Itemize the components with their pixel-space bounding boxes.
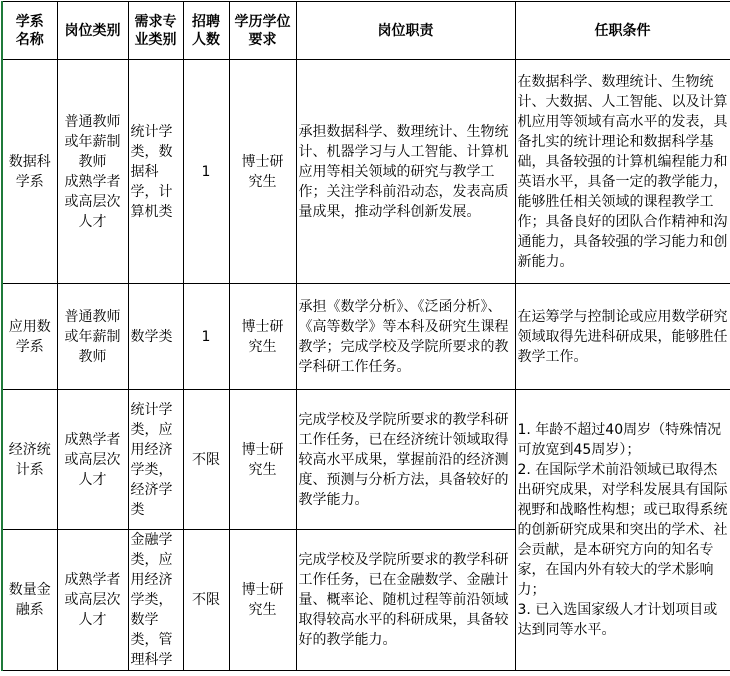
table-row xyxy=(2,60,730,284)
count-cell: 不限 xyxy=(183,390,229,530)
duties-cell: 承担《数学分析》、《泛函分析》、《高等数学》等本科及研究生课程教学；完成学校及学院所要求的教学科研工作任务。 xyxy=(296,284,515,390)
table-row xyxy=(2,284,730,390)
duties-cell: 承担数据科学、数理统计、生物统计、机器学习与人工智能、计算机应用等相关领域的研究与教学工作；关注学科前沿动态，发表高质量成果，推动学科创新发展。 xyxy=(296,60,515,284)
category-cell: 普通教师 或年薪制 教师 成熟学者 或高层次 人才 xyxy=(57,60,128,284)
count-cell: 不限 xyxy=(183,530,229,671)
count-cell: 1 xyxy=(183,284,229,390)
header-dept: 学系 名称 xyxy=(2,2,57,60)
requirements-cell: 在运筹学与控制论或应用数学研究领域取得先进科研成果，能够胜任教学工作。 xyxy=(515,284,730,390)
header-duties: 岗位职责 xyxy=(296,2,515,60)
degree-cell: 博士研 究生 xyxy=(229,390,296,530)
header-degree: 学历学位 要求 xyxy=(229,2,296,60)
duties-cell: 完成学校及学院所要求的教学科研工作任务，已在经济统计领域取得较高水平成果，掌握前沿的经济测度、预测与分析方法，具备较好的教学能力。 xyxy=(296,390,515,530)
header-category: 岗位类别 xyxy=(57,2,128,60)
header-requirements: 任职条件 xyxy=(515,2,730,60)
count-cell: 1 xyxy=(183,60,229,284)
dept-cell: 经济统 计系 xyxy=(2,390,57,530)
shared-requirements-cell: 1. 年龄不超过40周岁（特殊情况可放宽到45周岁）； 2. 在国际学术前沿领域已取得杰出研究成果，对学科发展具有国际视野和战略性构想；或已取得系统的创新研究成果和突出的学术、社会贡献，是本研究方向的知名专家，在国内外有较大的学术影响力； 3. 已入选国家级人才计划项目或达到同等水平。 xyxy=(515,390,730,671)
category-cell: 成熟学者 或高层次 人才 xyxy=(57,530,128,671)
requirements-cell: 在数据科学、数理统计、生物统计、大数据、人工智能、以及计算机应用等领域有高水平的发表，具备扎实的统计理论和数据科学基础，具备较强的计算机编程能力和英语水平，具备一定的教学能力，能够胜任相关领域的课程教学工作；具备良好的团队合作精神和沟通能力，具备较强的学习能力和创新能力。 xyxy=(515,60,730,284)
degree-cell: 博士研 究生 xyxy=(229,284,296,390)
category-cell: 成熟学者 或高层次 人才 xyxy=(57,390,128,530)
table-row xyxy=(2,390,730,530)
major-cell: 金融学 类，应 用经济 学类， 数学 类，管 理科学 xyxy=(128,530,183,671)
major-cell: 统计学 类，数 据科 学，计 算机类 xyxy=(128,60,183,284)
major-cell: 统计学 类，应 用经济 学类， 经济学 类 xyxy=(128,390,183,530)
duties-cell: 完成学校及学院所要求的教学科研工作任务，已在金融数学、金融计量、概率论、随机过程等前沿领域取得较高水平的科研成果，具备较好的教学能力。 xyxy=(296,530,515,671)
header-count: 招聘 人数 xyxy=(183,2,229,60)
recruitment-table xyxy=(1,1,730,671)
dept-cell: 数据科 学系 xyxy=(2,60,57,284)
dept-cell: 数量金 融系 xyxy=(2,530,57,671)
dept-cell: 应用数 学系 xyxy=(2,284,57,390)
degree-cell: 博士研 究生 xyxy=(229,60,296,284)
major-cell: 数学类 xyxy=(128,284,183,390)
degree-cell: 博士研 究生 xyxy=(229,530,296,671)
header-major: 需求专 业类别 xyxy=(128,2,183,60)
category-cell: 普通教师 或年薪制 教师 xyxy=(57,284,128,390)
header-row xyxy=(2,2,730,60)
